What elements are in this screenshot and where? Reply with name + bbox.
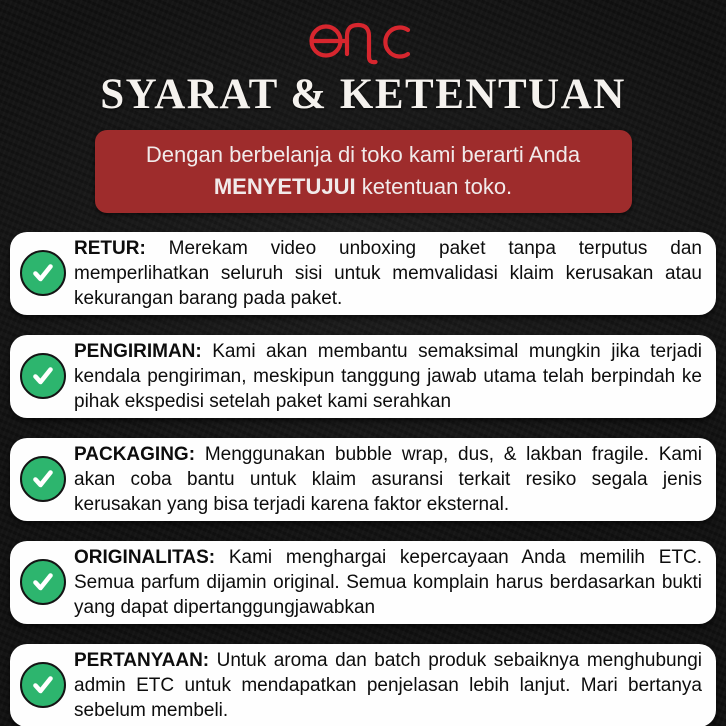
term-label: ORIGINALITAS:	[74, 546, 229, 568]
term-text	[74, 545, 702, 620]
check-icon	[28, 258, 58, 288]
check-icon	[28, 464, 58, 494]
check-icon	[28, 567, 58, 597]
banner-line2	[113, 171, 614, 203]
term-card	[10, 438, 716, 521]
term-card	[10, 335, 716, 418]
check-circle	[20, 250, 66, 296]
check-circle	[20, 456, 66, 502]
term-label: PERTANYAAN:	[74, 649, 217, 671]
banner-menyetujui: MENYETUJUI	[213, 173, 356, 199]
term-label: PENGIRIMAN:	[74, 340, 213, 362]
term-text	[74, 236, 702, 311]
term-body: Menggunakan bubble wrap, dus, & lakban fragile. Kami akan coba bantu untuk klaim asuransi terkait resiko segala jenis kerusakan yang bisa terjadi karena faktor eksternal.	[74, 443, 703, 515]
check-icon	[28, 361, 58, 391]
check-icon	[28, 670, 58, 700]
check-circle	[20, 662, 66, 708]
term-body: Merekam video unboxing paket tanpa terputus dan memperlihatkan seluruh sisi untuk memvalidasi klaim kerusakan atau kekurangan barang pada paket.	[74, 237, 702, 309]
term-body: Kami akan membantu semaksimal mungkin jika terjadi kendala pengiriman, meskipun tanggung jawab utama telah berpindah ke pihak ekspedisi setelah paket kami serahkan	[74, 340, 702, 412]
agreement-banner	[95, 130, 632, 213]
term-text	[74, 442, 702, 517]
term-label: PACKAGING:	[74, 443, 205, 465]
term-label: RETUR:	[74, 237, 169, 259]
term-body: Kami menghargai kepercayaan Anda memilih ETC. Semua parfum dijamin original. Semua komplain harus berdasarkan bukti yang dapat dipertanggungjawabkan	[74, 546, 702, 618]
banner-line1: Dengan berbelanja di toko kami berarti Anda	[145, 142, 581, 167]
term-card	[10, 644, 716, 726]
term-card	[10, 541, 716, 624]
term-text	[74, 648, 702, 723]
terms-list	[10, 232, 716, 726]
etc-logo-icon	[300, 12, 426, 66]
page-title: SYARAT & KETENTUAN	[100, 71, 626, 118]
term-card	[10, 232, 716, 315]
term-body: Untuk aroma dan batch produk sebaiknya menghubungi admin ETC untuk mendapatkan penjelasan lebih lanjut. Mari bertanya sebelum membeli.	[74, 649, 702, 721]
term-text	[74, 339, 702, 414]
check-circle	[20, 353, 66, 399]
banner-line2-rest: ketentuan toko.	[355, 173, 513, 199]
etc-logo	[300, 12, 426, 66]
check-circle	[20, 559, 66, 605]
